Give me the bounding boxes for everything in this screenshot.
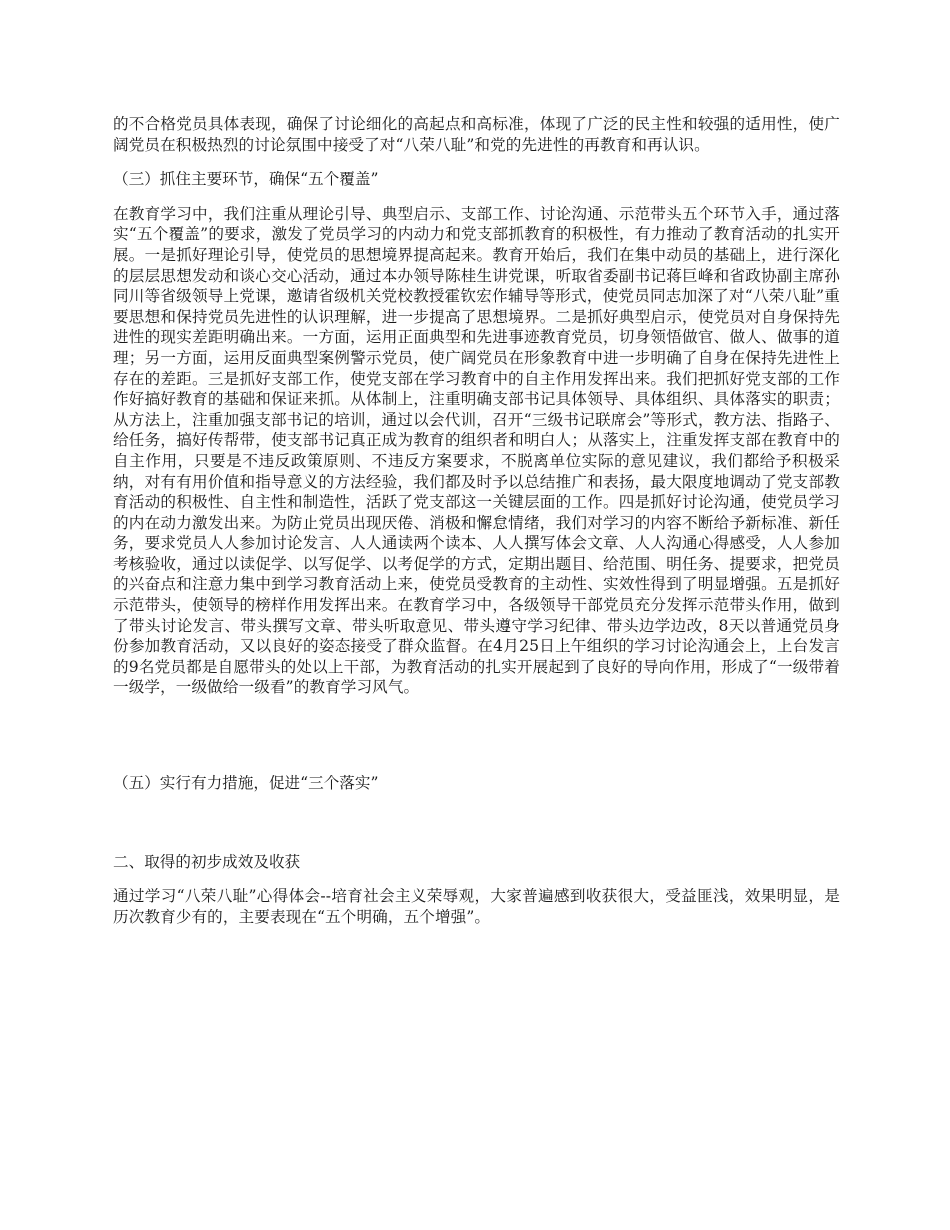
section-heading: （五）实行有力措施，促进“三个落实” <box>113 774 379 793</box>
body-paragraph: 在教育学习中，我们注重从理论引导、典型启示、支部工作、讨论沟通、示范带头五个环节入手，通过落实“五个覆盖”的要求，激发了党员学习的内动力和党支部抓教育的积极性，有力推动了教育活动的扎实开展。一是抓好理论引导，使党员的思想境界提高起来。教育开始后，我们在集中动员的基础上，进行深化的层层思想发动和谈心交心活动，通过本办领导陈桂生讲党课，听取省委副书记蒋巨峰和省政协副主席孙同川等省级领导上党课，邀请省级机关党校教授霍钦宏作辅导等形式，使党员同志加深了对“八荣八耻”重要思想和保持党员先进性的认识理解，进一步提高了思想境界。二是抓好典型启示，使党员对自身保持先进性的现实差距明确出来。一方面，运用正面典型和先进事迹教育党员，切身领悟做官、做人、做事的道理；另一方面，运用反面典型案例警示党员，使广阔党员在形象教育中进一步明确了自身在保持先进性上存在的差距。三是抓好支部工作，使党支部在学习教育中的自主作用发挥出来。我们把抓好党支部的工作作好搞好教育的基础和保证来抓。从体制上，注重明确支部书记具体领导、具体组织、具体落实的职责；从方法上，注重加强支部书记的培训，通过以会代训，召开“三级书记联席会”等形式，教方法、指路子、给任务，搞好传帮带，使支部书记真正成为教育的组织者和明白人；从落实上，注重发挥支部在教育中的自主作用，只要是不违反政策原则、不违反方案要求，不脱离单位实际的意见建议，我们都给予积极采纳，对有有用价值和指导意义的方法经验，我们都及时予以总结推广和表扬，最大限度地调动了党支部教育活动的积极性、自主性和制造性，活跃了党支部这一关键层面的工作。四是抓好讨论沟通，使党员学习的内在动力激发出来。为防止党员出现厌倦、消极和懈怠情绪，我们对学习的内容不断给予新标准、新任务，要求党员人人参加讨论发言、人人通读两个读本、人人撰写体会文章、人人沟通心得感受，人人参加考核验收，通过以读促学、以写促学、以考促学的方式，定期出题目、给范围、明任务、提要求，把党员的兴奋点和注意力集中到学习教育活动上来，使党员受教育的主动性、实效性得到了明显增强。五是抓好示范带头，使领导的榜样作用发挥出来。在教育学习中，各级领导干部党员充分发挥示范带头作用，做到了带头讨论发言、带头撰写文章、带头听取意见、带头遵守学习纪律、带头边学边改，8天以普通党员身份参加教育活动，又以良好的姿态接受了群众监督。在4月25日上午组织的学习讨论沟通会上，上台发言的9名党员都是自愿带头的处以上干部，为教育活动的扎实开展起到了良好的导向作用，形成了“一级带着一级学，一级做给一级看”的教育学习风气。 <box>113 204 840 697</box>
body-paragraph: 的不合格党员具体表现，确保了讨论细化的高起点和高标准，体现了广泛的民主性和较强的适用性，使广阔党员在积极热烈的讨论氛围中接受了对“八荣八耻”和党的先进性的再教育和再认识。 <box>113 115 840 154</box>
section-heading: 二、取得的初步成效及收获 <box>113 852 301 871</box>
section-heading: （三）抓住主要环节，确保“五个覆盖” <box>113 170 379 189</box>
document-page <box>113 108 840 927</box>
body-paragraph: 通过学习“八荣八耻”心得体会--培育社会主义荣辱观，大家普遍感到收获很大，受益匪浅，效果明显，是历次教育少有的，主要表现在“五个明确，五个增强”。 <box>113 887 840 926</box>
